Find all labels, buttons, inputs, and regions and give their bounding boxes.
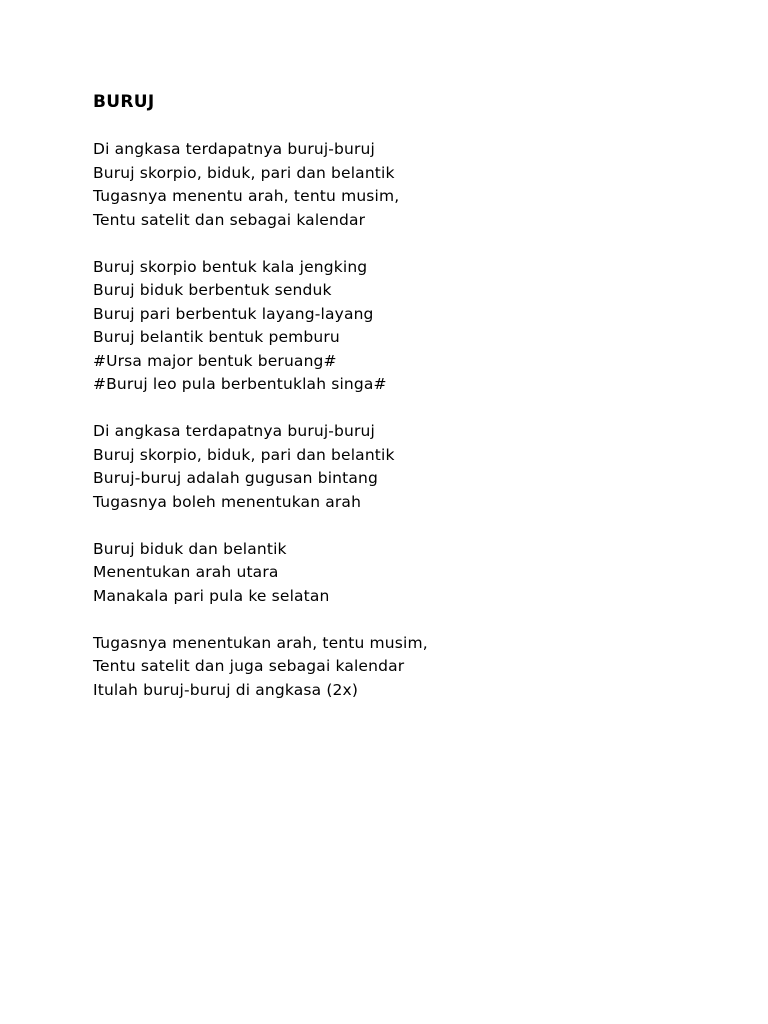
lyric-line: #Buruj leo pula berbentuklah singa# — [93, 375, 387, 393]
lyric-line: Manakala pari pula ke selatan — [93, 586, 330, 605]
lyric-line: Buruj biduk dan belantik — [93, 539, 287, 558]
lyric-line: Buruj skorpio bentuk kala jengking — [93, 257, 368, 276]
lyric-line: Di angkasa terdapatnya buruj-buruj — [93, 140, 375, 158]
stanza-4 — [93, 538, 713, 609]
stanza-5 — [93, 632, 713, 703]
lyric-line: Itulah buruj-buruj di angkasa (2x) — [93, 680, 359, 699]
lyric-line: Buruj biduk berbentuk senduk — [93, 281, 332, 299]
lyric-line: #Ursa major bentuk beruang# — [93, 351, 337, 370]
lyric-line: Tugasnya boleh menentukan arah — [93, 492, 362, 511]
stanza-2 — [93, 256, 713, 397]
lyric-line: Buruj pari berbentuk layang-layang — [93, 304, 374, 323]
lyrics-content — [93, 90, 713, 726]
lyric-line: Menentukan arah utara — [93, 563, 279, 581]
lyric-line: Tugasnya menentu arah, tentu musim, — [93, 187, 400, 205]
lyric-line: Buruj skorpio, biduk, pari dan belantik — [93, 163, 395, 182]
lyric-line: Buruj belantik bentuk pemburu — [93, 328, 340, 346]
lyric-line: Buruj-buruj adalah gugusan bintang — [93, 469, 378, 487]
lyric-line: Buruj skorpio, biduk, pari dan belantik — [93, 445, 395, 464]
lyric-line: Tentu satelit dan juga sebagai kalendar — [93, 657, 405, 675]
lyric-line: Tugasnya menentukan arah, tentu musim, — [93, 633, 428, 652]
lyric-line: Di angkasa terdapatnya buruj-buruj — [93, 422, 375, 440]
lyric-line: Tentu satelit dan sebagai kalendar — [93, 210, 366, 229]
song-title: BURUJ — [93, 92, 155, 112]
stanza-3 — [93, 420, 713, 514]
stanza-1 — [93, 138, 713, 232]
